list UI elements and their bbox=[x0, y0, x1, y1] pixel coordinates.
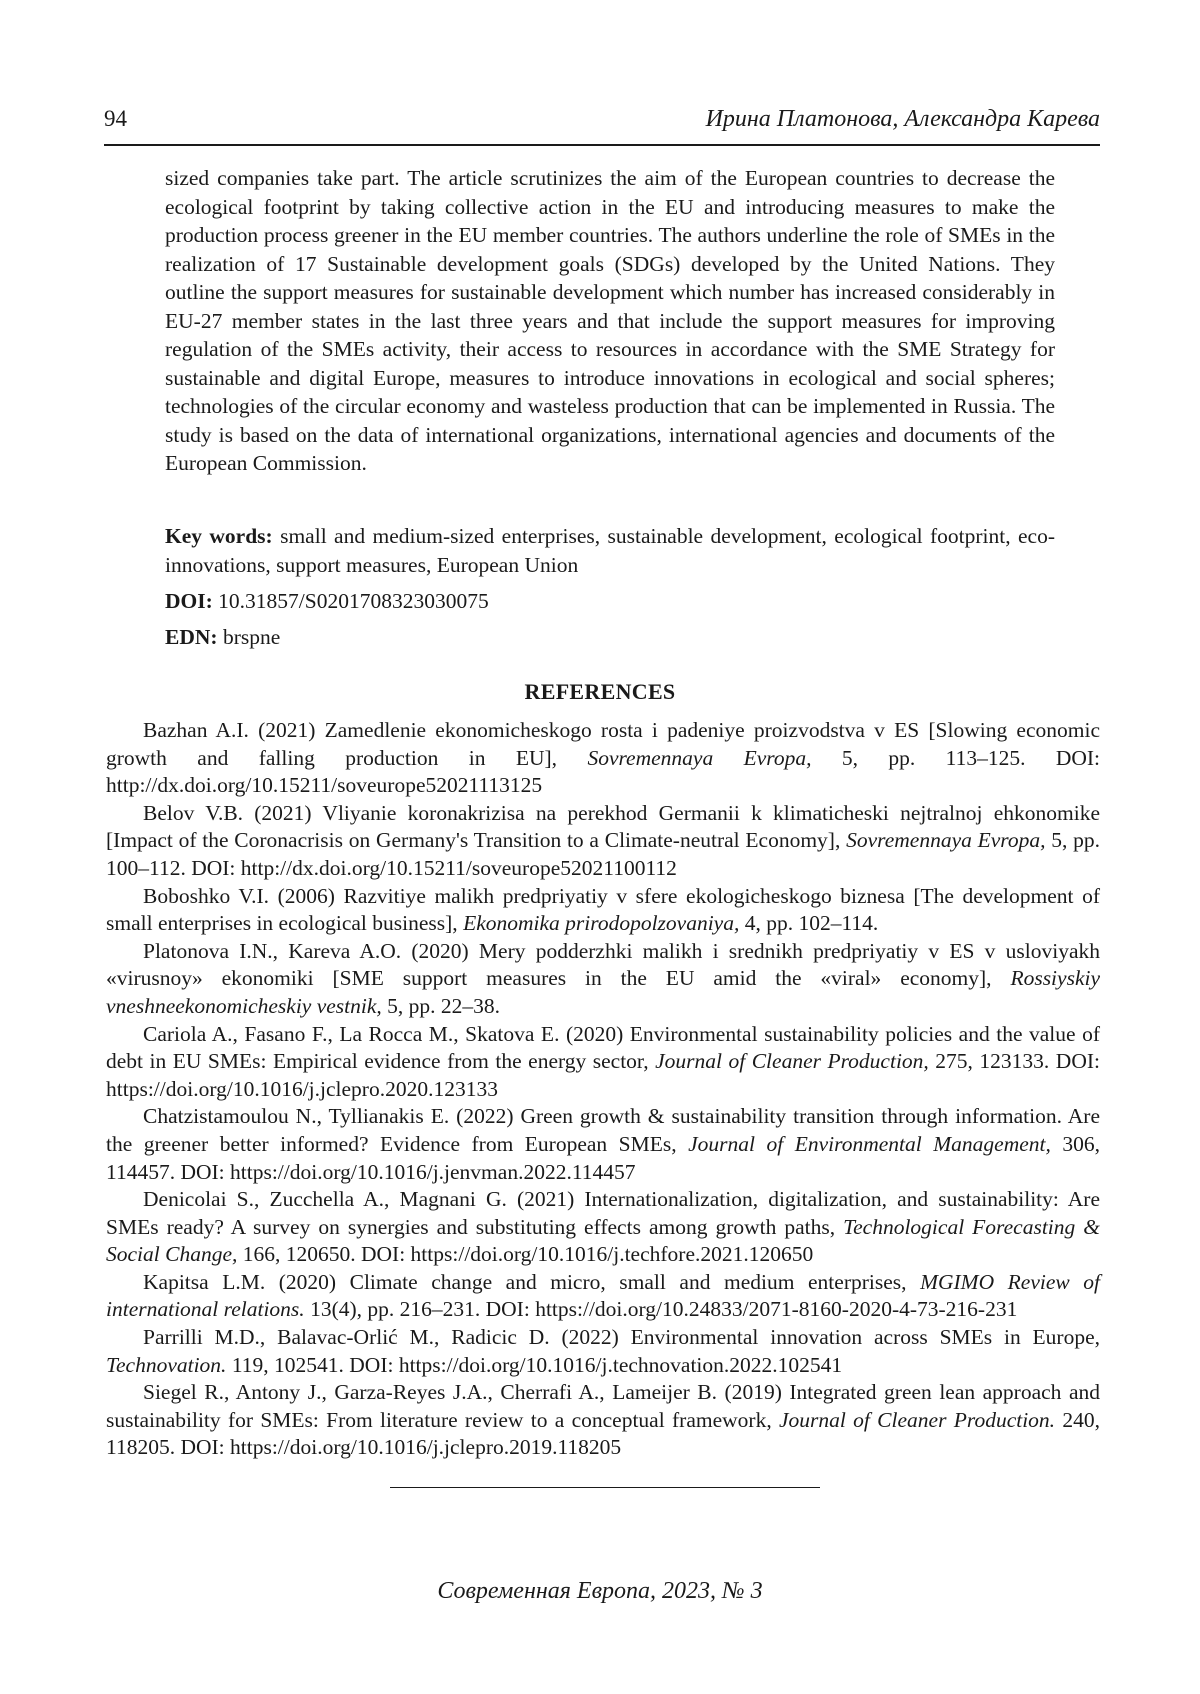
running-header bbox=[104, 106, 1100, 146]
reference-text: Bazhan A.I. (2021) Zamedlenie ekonomicheskogo rosta i padeniye proizvodstva v ES [Slowing economic growth and falling production in EU], bbox=[106, 718, 1100, 770]
edn-line bbox=[165, 623, 1055, 652]
reference-details: 275, 123133. DOI: https://doi.org/10.1016/j.jclepro.2020.123133 bbox=[106, 1049, 1100, 1101]
reference-text: Chatzistamoulou N., Tyllianakis E. (2022) Green growth & sustainability transition through information. Are the greener better informed? Evidence from European SMEs, bbox=[106, 1104, 1100, 1156]
edn-value: brspne bbox=[222, 625, 281, 649]
reference-text: Cariola A., Fasano F., La Rocca M., Skatova E. (2020) Environmental sustainability policies and the value of debt in EU SMEs: Empirical evidence from the energy sector, bbox=[106, 1021, 1100, 1074]
abstract-text: sized companies take part. The article scrutinizes the aim of the European countries to decrease the ecological footprint by taking collective action in the EU and introducing measures to make the production process greener in the EU member countries. The authors underline the role of SMEs in the realization of 17 Sustainable development goals (SDGs) developed by the United Nations. They outline the support measures for sustainable development which number has increased considerably in EU-27 member states in the last three years and that include the support measures for improving regulation of the SMEs activity, their access to resources in accordance with the SME Strategy for sustainable and digital Europe, measures to introduce innovations in ecological and social spheres; technologies of the circular economy and wasteless production that can be implemented in Russia. The study is based on the data of international organizations, international agencies and documents of the European Commission. bbox=[165, 166, 1055, 475]
reference-text: Belov V.B. (2021) Vliyanie koronakrizisa na perekhod Germanii k klimaticheski nejtralnoj ehkonomike [Impact of the Coronacrisis on Germany's Transition to a Climate-neutral Economy], bbox=[106, 800, 1100, 853]
reference-text: Boboshko V.I. (2006) Razvitiye malikh predpriyatiy v sfere ekologicheskogo biznesa [The development of small enterprises in ecological business], bbox=[106, 883, 1100, 936]
reference-item bbox=[106, 1021, 1100, 1104]
doi-value: 10.31857/S0201708323030075 bbox=[218, 589, 489, 613]
edn-label: EDN: bbox=[165, 625, 218, 649]
reference-item bbox=[106, 1324, 1100, 1379]
doi-label: DOI: bbox=[165, 589, 213, 613]
reference-details: 4, pp. 102–114. bbox=[739, 911, 879, 936]
reference-details: 5, pp. 100–112. DOI: http://dx.doi.org/10.15211/soveurope52021100112 bbox=[106, 828, 1101, 880]
keywords-text: small and medium-sized enterprises, sustainable development, ecological footprint, eco-innovations, support measures, European Union bbox=[165, 524, 1055, 577]
reference-details: 5, pp. 22–38. bbox=[381, 993, 501, 1018]
reference-journal: Sovremennaya Evropa, bbox=[587, 745, 812, 770]
reference-journal: Rossiyskiy vneshneekonomicheskiy vestnik, bbox=[106, 966, 1100, 1018]
reference-item bbox=[106, 1269, 1100, 1324]
page-number: 94 bbox=[104, 106, 127, 131]
reference-journal: MGIMO Review of international relations. bbox=[106, 1269, 1100, 1322]
doi-line bbox=[165, 587, 1055, 616]
references-list bbox=[106, 717, 1100, 1462]
reference-journal: Technological Forecasting & Social Change, bbox=[106, 1214, 1100, 1267]
footer-journal: Современная Европа, 2023, № 3 bbox=[437, 1578, 763, 1604]
references-heading: REFERENCES bbox=[524, 679, 676, 704]
keywords-label: Key words: bbox=[165, 524, 273, 548]
reference-details: 5, pp. 113–125. DOI: http://dx.doi.org/10.15211/soveurope52021113125 bbox=[106, 745, 1101, 798]
reference-text: Siegel R., Antony J., Garza-Reyes J.A., Cherrafi A., Lameijer B. (2019) Integrated green lean approach and sustainability for SMEs: From literature review to a conceptual framework, bbox=[106, 1380, 1100, 1432]
reference-text: Kapitsa L.M. (2020) Climate change and micro, small and medium enterprises, bbox=[143, 1269, 921, 1294]
reference-item bbox=[106, 938, 1100, 1021]
reference-item bbox=[106, 800, 1100, 883]
reference-item bbox=[106, 883, 1100, 938]
reference-text: Denicolai S., Zucchella A., Magnani G. (2021) Internationalization, digitalization, and sustainability: Are SMEs ready? A survey on synergies and substituting effects among growth paths, bbox=[106, 1187, 1100, 1239]
reference-details: 166, 120650. DOI: https://doi.org/10.1016/j.techfore.2021.120650 bbox=[237, 1242, 814, 1267]
reference-text: Parrilli M.D., Balavac-Orlić M., Radicic D. (2022) Environmental innovation across SMEs in Europe, bbox=[143, 1325, 1100, 1350]
reference-journal: Sovremennaya Evropa, bbox=[846, 828, 1046, 853]
end-rule-divider bbox=[390, 1487, 820, 1488]
reference-details: 13(4), pp. 216–231. DOI: https://doi.org/10.24833/2071-8160-2020-4-73-216-231 bbox=[304, 1297, 1018, 1322]
reference-details: 240, 118205. DOI: https://doi.org/10.1016/j.jclepro.2019.118205 bbox=[106, 1407, 1100, 1460]
running-head-authors: Ирина Платонова, Александра Карева bbox=[705, 106, 1100, 132]
reference-journal: Journal of Cleaner Production. bbox=[778, 1407, 1056, 1432]
reference-item bbox=[106, 717, 1100, 800]
reference-item bbox=[106, 1103, 1100, 1186]
reference-item bbox=[106, 1379, 1100, 1462]
reference-item bbox=[106, 1186, 1100, 1269]
reference-details: 306, 114457. DOI: https://doi.org/10.1016/j.jenvman.2022.114457 bbox=[106, 1131, 1100, 1184]
reference-text: Platonova I.N., Kareva A.O. (2020) Mery podderzhki malikh i srednikh predpriyatiy v ES v usloviyakh «virusnoy» ekonomiki [SME support measures in the EU amid the «viral» economy], bbox=[106, 938, 1100, 991]
keywords bbox=[165, 522, 1055, 579]
reference-journal: Technovation. bbox=[106, 1352, 227, 1377]
reference-journal: Journal of Cleaner Production, bbox=[655, 1049, 929, 1074]
reference-journal: Journal of Environmental Management, bbox=[688, 1131, 1051, 1156]
reference-journal: Ekonomika prirodopolzovaniya, bbox=[463, 911, 740, 936]
reference-details: 119, 102541. DOI: https://doi.org/10.1016/j.technovation.2022.102541 bbox=[226, 1352, 843, 1377]
